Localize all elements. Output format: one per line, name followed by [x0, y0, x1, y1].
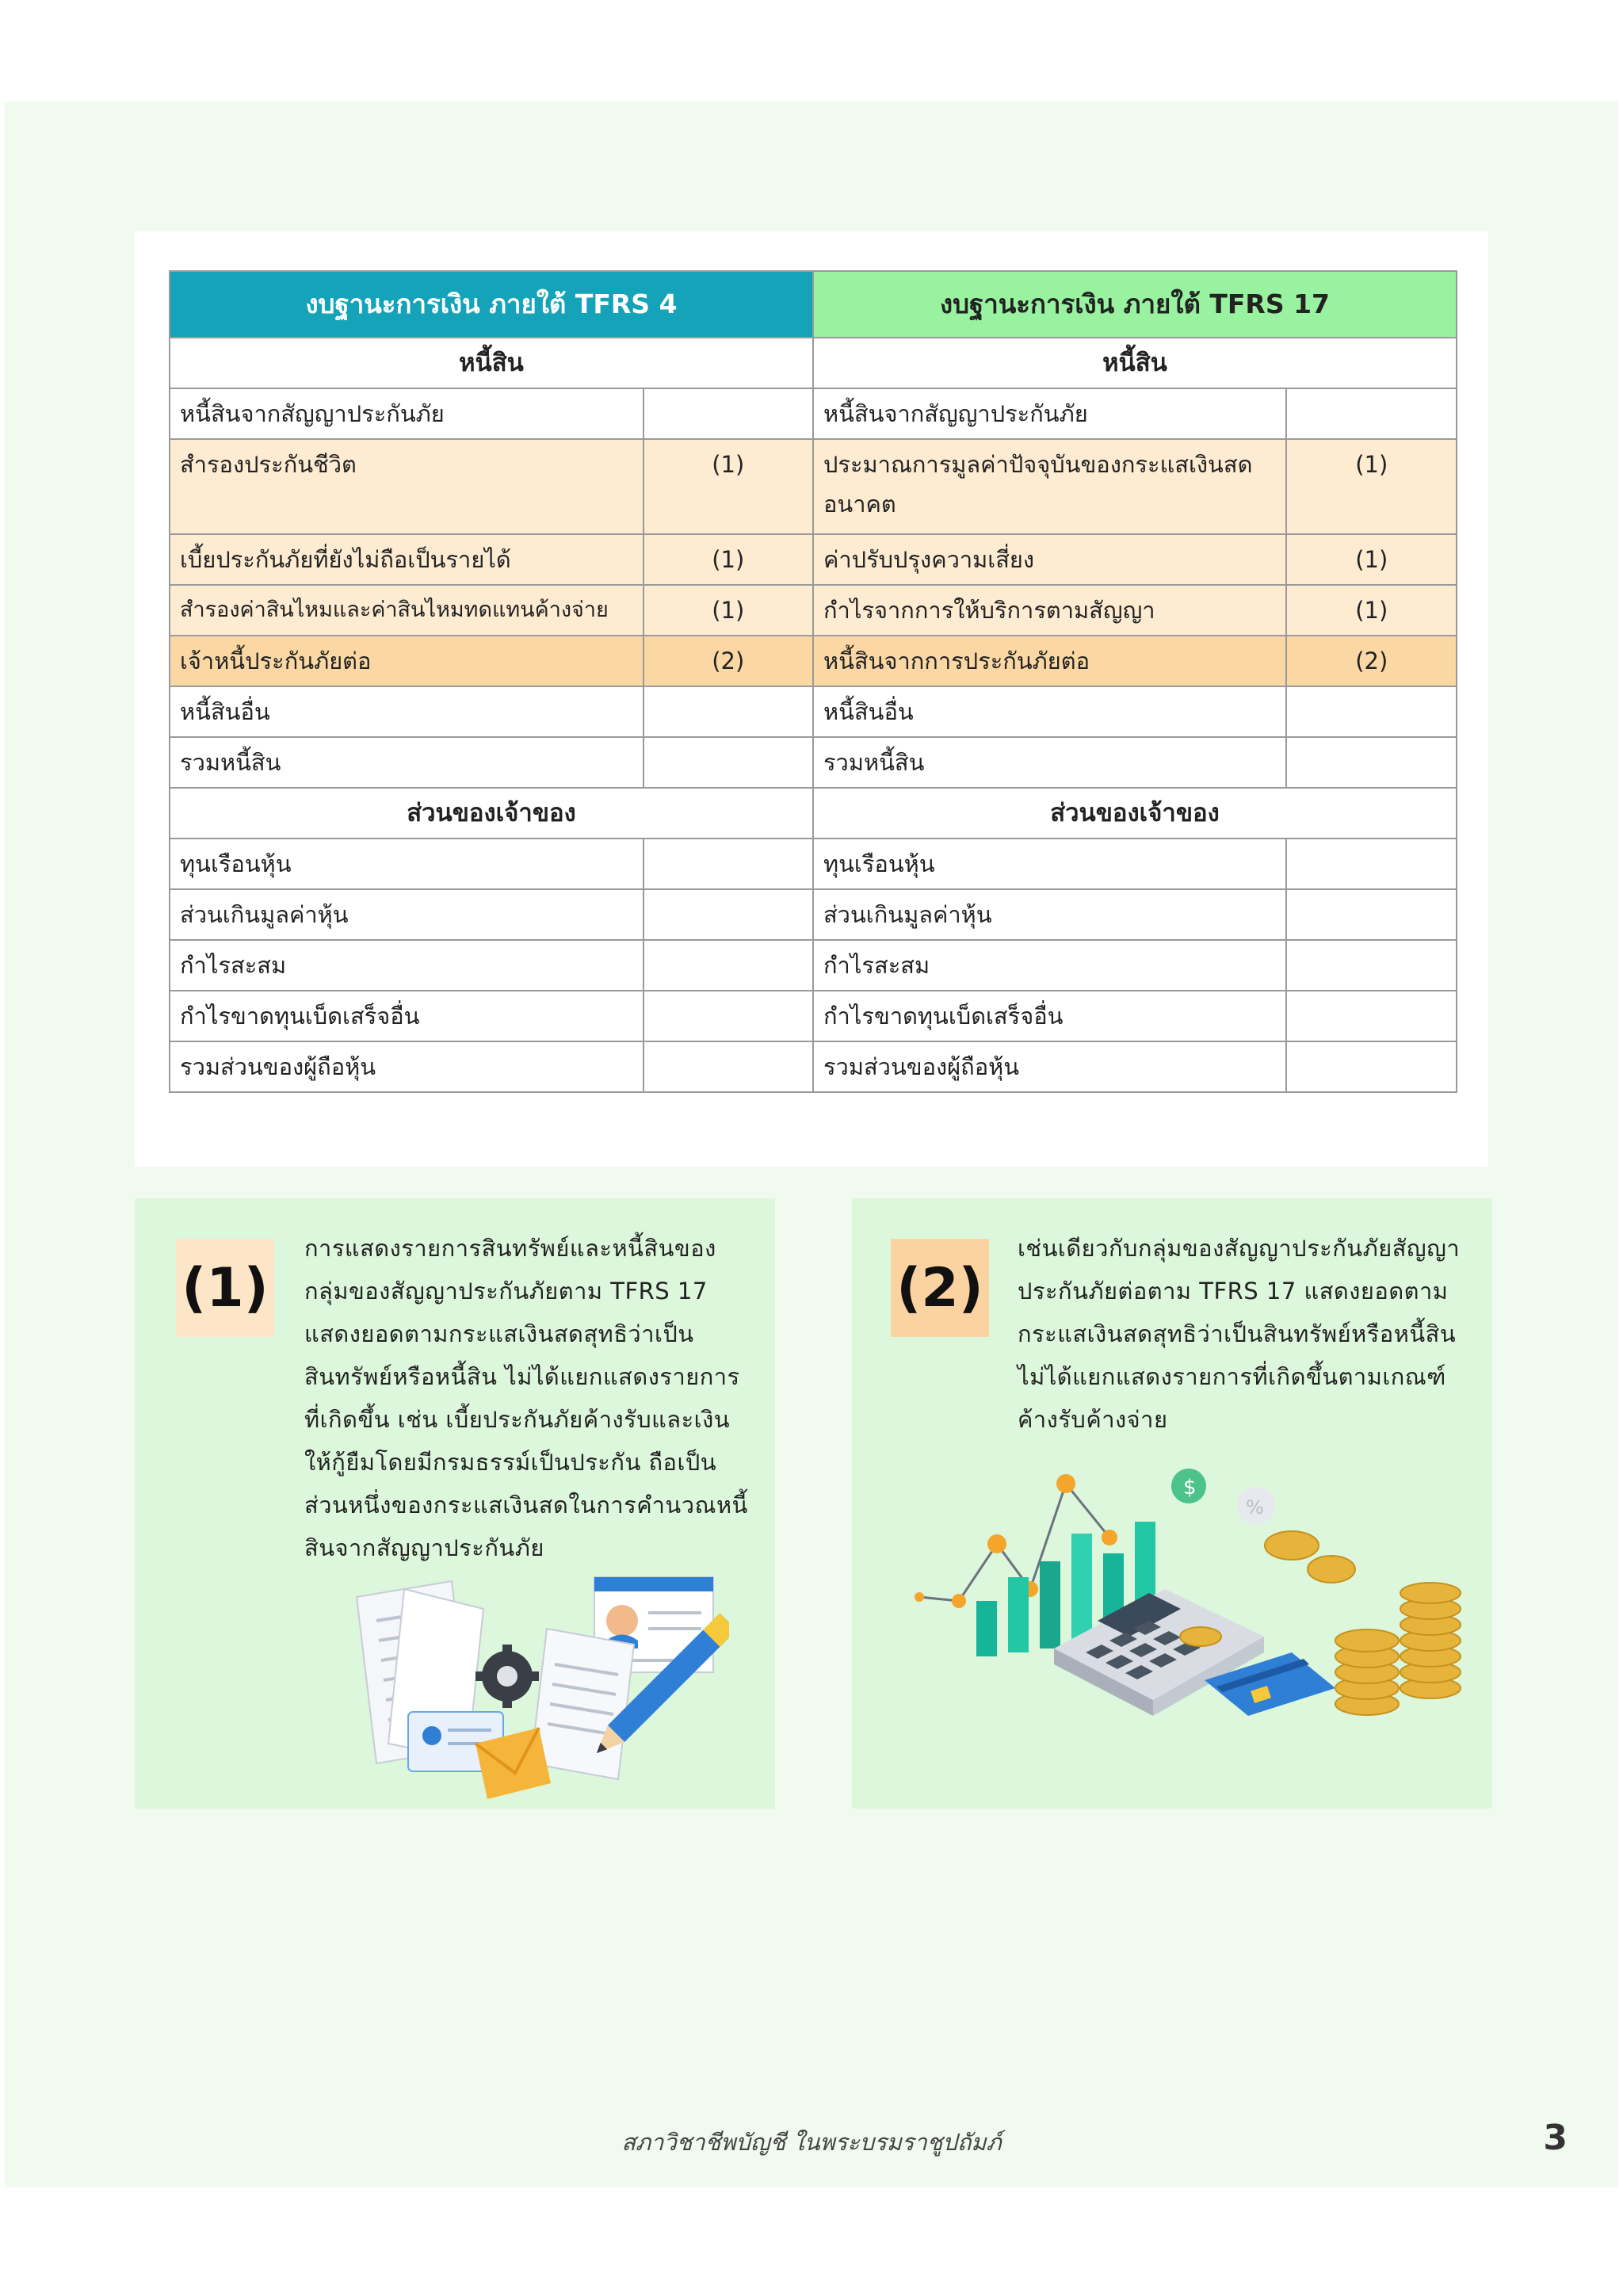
row-label-left: รวมส่วนของผู้ถือหุ้น [170, 1041, 643, 1092]
liabilities-heading-left: หนี้สิน [170, 338, 813, 388]
note-text-1: การแสดงรายการสินทรัพย์และหนี้สินของกลุ่มของสัญญาประกันภัยตาม TFRS 17 แสดงยอดตามกระแสเงินสดสุทธิว่าเป็นสินทรัพย์หรือหนี้สิน ไม่ได้แยกแสดงรายการที่เกิดขึ้น เช่น เบี้ยประกันภัยค้างรับและเงินให้กู้ยืมโดยมีกรมธรรม์เป็นประกัน ถือเป็นส่วนหนึ่งของกระแสเงินสดในการคำนวณหนี้สินจากสัญญาประกันภัย [304, 1235, 748, 1561]
row-ref-left: (1) [643, 534, 813, 585]
row-label-left: สำรองค่าสินไหมและค่าสินไหมทดแทนค้างจ่าย [170, 585, 643, 636]
table-row [170, 439, 1457, 534]
row-label-left: ทุนเรือนหุ้น [170, 839, 643, 889]
table-row [170, 388, 1457, 439]
row-label-right: ส่วนเกินมูลค่าหุ้น [813, 889, 1287, 940]
page-number: 3 [1543, 2118, 1568, 2158]
row-label-right: กำไรจากการให้บริการตามสัญญา [813, 585, 1287, 636]
row-ref-left [643, 686, 813, 737]
row-ref-right: (1) [1286, 439, 1457, 534]
table-row [170, 585, 1457, 636]
row-label-left: กำไรขาดทุนเบ็ดเสร็จอื่น [170, 991, 643, 1041]
calculator-coins-chart-icon [903, 1450, 1466, 1752]
row-label-left: หนี้สินจากสัญญาประกันภัย [170, 388, 643, 439]
table-row [170, 636, 1457, 686]
row-ref-left [643, 1041, 813, 1092]
row-label-left: รวมหนี้สิน [170, 737, 643, 788]
table-row [170, 534, 1457, 585]
row-label-right: ค่าปรับปรุงความเสี่ยง [813, 534, 1287, 585]
row-ref-right [1286, 991, 1457, 1041]
row-label-left: ส่วนเกินมูลค่าหุ้น [170, 889, 643, 940]
row-ref-left [643, 737, 813, 788]
note-badge-1: (1) [176, 1239, 274, 1337]
table-row [170, 889, 1457, 940]
documents-gear-pencil-icon [333, 1565, 729, 1803]
row-ref-left: (1) [643, 439, 813, 534]
liabilities-heading-right: หนี้สิน [813, 338, 1457, 388]
row-label-left: เบี้ยประกันภัยที่ยังไม่ถือเป็นรายได้ [170, 534, 643, 585]
row-label-right: กำไรสะสม [813, 940, 1287, 991]
row-ref-right [1286, 388, 1457, 439]
row-ref-right [1286, 839, 1457, 889]
row-label-right: กำไรขาดทุนเบ็ดเสร็จอื่น [813, 991, 1287, 1041]
dollar-glyph: $ [1183, 1476, 1197, 1499]
row-label-right: รวมส่วนของผู้ถือหุ้น [813, 1041, 1287, 1092]
note-badge-2: (2) [891, 1239, 989, 1337]
row-ref-right [1286, 889, 1457, 940]
row-ref-left [643, 889, 813, 940]
row-ref-left [643, 991, 813, 1041]
table-row [170, 1041, 1457, 1092]
row-label-right: หนี้สินอื่น [813, 686, 1287, 737]
note-text-2: เช่นเดียวกับกลุ่มของสัญญาประกันภัยสัญญาประกันภัยต่อตาม TFRS 17 แสดงยอดตามกระแสเงินสดสุทธิว่าเป็นสินทรัพย์หรือหนี้สิน ไม่ได้แยกแสดงรายการที่เกิดขึ้นตามเกณฑ์ค้างรับค้างจ่าย [1018, 1235, 1461, 1433]
row-ref-left [643, 839, 813, 889]
equity-heading-left: ส่วนของเจ้าของ [170, 788, 813, 839]
percent-glyph: % [1246, 1496, 1264, 1519]
row-label-right: รวมหนี้สิน [813, 737, 1287, 788]
row-ref-right [1286, 737, 1457, 788]
table-row [170, 686, 1457, 737]
row-label-left: สำรองประกันชีวิต [170, 439, 643, 534]
footer-organization: สภาวิชาชีพบัญชี ในพระบรมราชูปถัมภ์ [621, 2129, 1002, 2156]
tfrs17-header: งบฐานะการเงิน ภายใต้ TFRS 17 [813, 271, 1457, 338]
row-label-left: หนี้สินอื่น [170, 686, 643, 737]
row-label-right: ทุนเรือนหุ้น [813, 839, 1287, 889]
row-label-right: หนี้สินจากสัญญาประกันภัย [813, 388, 1287, 439]
table-row [170, 737, 1457, 788]
tfrs4-header: งบฐานะการเงิน ภายใต้ TFRS 4 [170, 271, 813, 338]
row-label-left: กำไรสะสม [170, 940, 643, 991]
balance-sheet-comparison-table [169, 270, 1457, 1093]
row-ref-right [1286, 686, 1457, 737]
equity-heading-right: ส่วนของเจ้าของ [813, 788, 1457, 839]
row-label-right: ประมาณการมูลค่าปัจจุบันของกระแสเงินสดอนาคต [813, 439, 1287, 534]
row-ref-left [643, 388, 813, 439]
table-row [170, 991, 1457, 1041]
row-ref-left: (1) [643, 585, 813, 636]
row-label-right: หนี้สินจากการประกันภัยต่อ [813, 636, 1287, 686]
table-row [170, 839, 1457, 889]
row-ref-left [643, 940, 813, 991]
row-label-left: เจ้าหนี้ประกันภัยต่อ [170, 636, 643, 686]
row-ref-right: (1) [1286, 534, 1457, 585]
row-ref-right: (2) [1286, 636, 1457, 686]
row-ref-right [1286, 940, 1457, 991]
table-row [170, 940, 1457, 991]
row-ref-right: (1) [1286, 585, 1457, 636]
row-ref-right [1286, 1041, 1457, 1092]
row-ref-left: (2) [643, 636, 813, 686]
